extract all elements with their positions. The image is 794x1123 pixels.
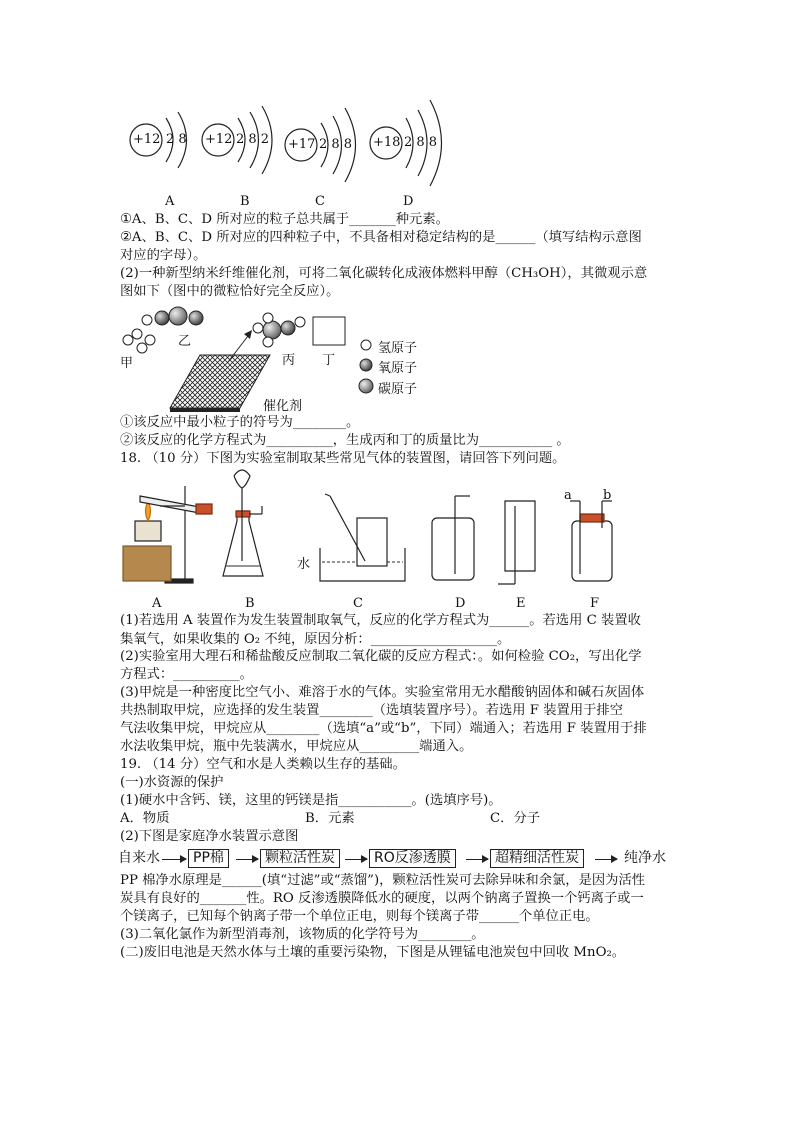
- flow-arrow: [162, 859, 186, 860]
- question-line: ②该反应的化学方程式为__________，生成丙和丁的质量比为___________ 。: [120, 433, 570, 448]
- apparatus-port-a: a: [564, 488, 572, 503]
- legend-hydrogen: 氢原子: [378, 341, 418, 356]
- question-line: 对应的字母）。: [120, 248, 207, 263]
- question-line: ①该反应中最小粒子的符号为________。: [120, 415, 360, 430]
- flow-end: 纯净水: [624, 850, 666, 866]
- micro-label-yi: 乙: [178, 334, 192, 349]
- atom-c-nucleus: +17: [288, 137, 316, 152]
- question-line: 图如下（图中的微粒恰好完全反应）。: [120, 284, 340, 299]
- atom-label-b: B: [240, 194, 250, 209]
- question-line: (一)水资源的保护: [120, 775, 224, 790]
- apparatus-label-b: B: [245, 596, 255, 611]
- atom-c-shells: 2 8 8: [319, 137, 353, 152]
- atom-b-nucleus: +12: [205, 132, 233, 147]
- flow-step-ro: RO反渗透膜: [369, 849, 456, 868]
- option-c: C．分子: [490, 811, 541, 826]
- question-line: 共热制取甲烷，应选择的发生装置________（选填装置序号）。若选用 F 装置用于排空: [120, 703, 624, 718]
- apparatus-water-label: 水: [297, 557, 311, 572]
- question-line: 集氧气，如果收集的 O₂ 不纯，原因分析：___________________。: [120, 632, 511, 647]
- question-line: (2)实验室用大理石和稀盐酸反应制取二氧化碳的反应方程式：。如何检验 CO₂，写出化学: [120, 649, 642, 664]
- micro-label-jia: 甲: [120, 356, 134, 371]
- micro-label-ding: 丁: [322, 353, 336, 368]
- apparatus-label-a: A: [152, 596, 162, 611]
- atom-label-c: C: [315, 194, 325, 209]
- question-line: ②A、B、C、D 所对应的四种粒子中，不具备相对稳定结构的是______（填写结构示意图: [120, 230, 642, 245]
- lab-apparatus-diagram: [0, 466, 794, 596]
- flow-arrow: [466, 859, 488, 860]
- question-line: (2)下图是家庭净水装置示意图: [120, 829, 299, 844]
- question-line: (1)若选用 A 装置作为发生装置制取氧气，反应的化学方程式为______。若选用 C 装置收: [120, 613, 641, 628]
- apparatus-port-b: b: [603, 488, 612, 503]
- flow-step-fine-carbon: 超精细活性炭: [490, 849, 584, 868]
- question-line: (2)一种新型纳米纤维催化剂，可将二氧化碳转化成液体燃料甲醇（CH₃OH），其微观示意: [120, 266, 648, 281]
- apparatus-label-f: F: [590, 596, 600, 611]
- question-line: 气法收集甲烷，甲烷应从________（选填“a”或“b”，下同）端通入；若选用 F 装置用于排: [120, 721, 647, 736]
- question-line: (1)硬水中含钙、镁，这里的钙镁是指___________。(选填序号)。: [120, 793, 502, 808]
- flow-arrow: [345, 859, 367, 860]
- question-line: 水法收集甲烷，瓶中先装满水，甲烷应从_________端通入。: [120, 739, 473, 754]
- atom-a-shells: 2 8: [166, 132, 187, 147]
- question-line: (二)废旧电池是天然水体与土壤的重要污染物，下图是从锂锰电池炭包中回收 MnO₂。: [120, 945, 626, 960]
- micro-label-bing: 丙: [282, 353, 296, 368]
- question-line: 19. （14 分）空气和水是人类赖以生存的基础。: [120, 757, 406, 772]
- legend-carbon: 碳原子: [378, 382, 418, 397]
- atom-structure-diagrams: [0, 0, 794, 200]
- atom-label-d: D: [403, 194, 414, 209]
- question-line: 方程式：__________。: [120, 667, 253, 682]
- question-line: ①A、B、C、D 所对应的粒子总共属于_______种元素。: [120, 212, 449, 227]
- question-line: (3)甲烷是一种密度比空气小、难溶于水的气体。实验室常用无水醋酸钠固体和碱石灰固体: [120, 685, 645, 700]
- atom-a-nucleus: +12: [133, 132, 161, 147]
- apparatus-label-d: D: [455, 596, 466, 611]
- question-line: PP 棉净水原理是______(填“过滤”或“蒸馏”)，颗粒活性炭可去除异味和余氯，是因为活性: [120, 873, 646, 888]
- question-line: 个镁离子，已知每个钠离子带一个单位正电，则每个镁离子带______个单位正电。: [120, 909, 599, 924]
- atom-d-nucleus: +18: [373, 135, 401, 150]
- flow-arrow: [236, 859, 258, 860]
- apparatus-label-e: E: [516, 596, 526, 611]
- question-line: 炭具有良好的_______性。RO 反渗透膜降低水的硬度，以两个钠离子置换一个钙离子或一: [120, 891, 644, 906]
- flow-step-granular-carbon: 颗粒活性炭: [260, 849, 340, 868]
- catalyst-label: 催化剂: [263, 399, 303, 414]
- question-line: 18. （10 分）下图为实验室制取某些常见气体的装置图，请回答下列问题。: [120, 451, 566, 466]
- flow-start: 自来水: [118, 850, 160, 866]
- apparatus-label-c: C: [353, 596, 363, 611]
- flow-arrow: [595, 859, 617, 860]
- option-b: B．元素: [305, 811, 355, 826]
- question-line: (3)二氧化氯作为新型消毒剂，该物质的化学符号为________。: [120, 927, 485, 942]
- option-a: A．物质: [120, 811, 170, 826]
- atom-b-shells: 2 8 2: [236, 132, 270, 147]
- flow-step-pp: PP棉: [188, 849, 229, 868]
- legend-oxygen: 氧原子: [378, 361, 418, 376]
- atom-label-a: A: [165, 194, 175, 209]
- atom-d-shells: 2 8 8: [404, 135, 438, 150]
